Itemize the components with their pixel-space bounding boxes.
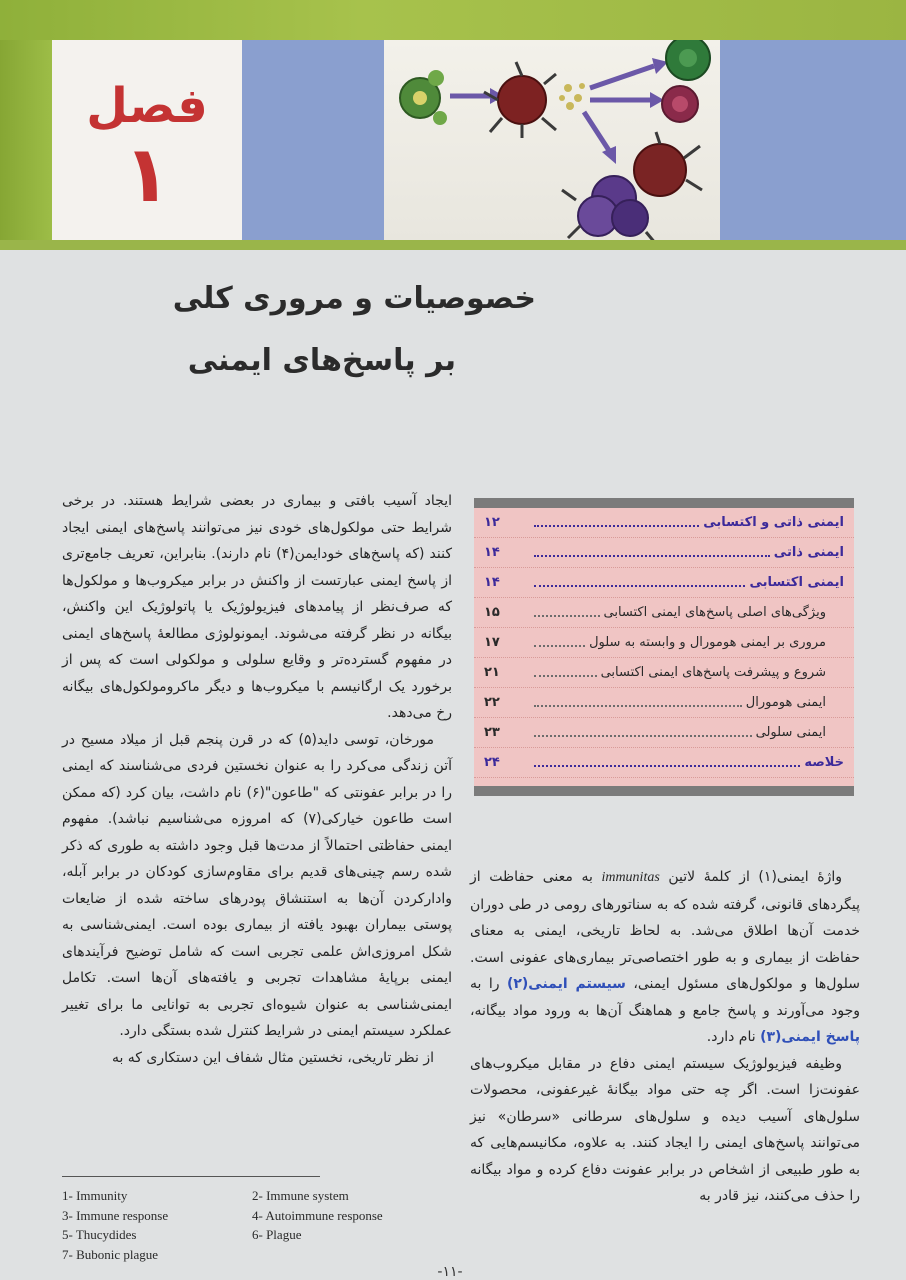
body-paragraph: مورخان، توسی داید(۵) که در قرن پنجم قبل از میلاد مسیح در آتن زندگی می‌کرد را به عنوان نخستین فردی می‌شناسند که ایمنی را در برابر عفونتی که "طاعون"(۶) نام داشت، بیان کرد (که ممکن است طاعون خیارکی(۷) که امروزه می‌شناسیم نباشد). مفهوم ایمنی حفاظتی احتمالاً از مدت‌ها قبل وجود داشته به طوری که ذکر شده رسم چینی‌های قدیم برای مقاوم‌سازی کودکان در برابر آبله، وادارکردن آن‌ها به استنشاق پودرهای ساخته شده از ضایعات پوستی بیماران بهبود یافته از بیماری بوده است. ایمنی‌شناسی به شکل امروزی‌اش علمی تجربی است که شامل توضیح فرآیندهای ایمنی برپایهٔ مشاهدات تجربی و یافته‌های آن‌ها است. تکامل ایمنی‌شناسی به عنوان شیوه‌ای تجربی به توانایی ما برای تغییر عملکرد سیستم ایمنی در شرایط کنترل شده بستگی دارد.: [62, 731, 453, 1039]
toc-leader-dots: [534, 508, 699, 527]
body-paragraph: وظیفه فیزیولوژیک سیستم ایمنی دفاع در مقابل میکروب‌های عفونت‌زا است. اگر چه حتی مواد بیگانهٔ غیرعفونی، محصولات سلول‌های آسیب دیده و سلول‌های سرطانی «سرطان» نیز می‌توانند پاسخ‌های ایمنی را ایجاد کنند. به علاوه، مکانیسم‌هایی که به طور طبیعی از اشخاص در برابر عفونت دفاع کرده و مواد بیگانه را حذف می‌کنند، نیز قادر به: [470, 1055, 860, 1204]
left-text-column: [62, 488, 452, 1071]
footnote: 6- Plague: [252, 1227, 302, 1242]
arrow-icon: [590, 66, 654, 88]
chapter-label: فصل: [86, 78, 208, 134]
footnote-row: [62, 1206, 452, 1226]
toc-item[interactable]: [474, 568, 854, 598]
footnote: 4- Autoimmune response: [252, 1207, 383, 1223]
footnote: 3- Immune response: [62, 1207, 169, 1223]
footnote-row: [62, 1186, 452, 1206]
toc-item-label: ایمنی ذاتی و اکتسابی: [703, 515, 844, 530]
toc-item-label: ایمنی اکتسابی: [749, 575, 844, 590]
body-text: را به وجود می‌آورند و پاسخ جامع و هماهنگ آن‌ها به ورود مواد بیگانه،: [470, 976, 860, 1019]
footnote: [252, 1245, 442, 1265]
toc-item[interactable]: [474, 718, 854, 748]
chapter-title: [116, 268, 536, 392]
toc-item-label: ویژگی‌های اصلی پاسخ‌های ایمنی اکتسابی: [603, 605, 826, 620]
chapter-contents-box: [474, 498, 854, 796]
antigen-particles-icon: [559, 83, 585, 110]
left-green-strip: [0, 40, 52, 245]
latin-term: immunitas: [601, 870, 660, 885]
toc-leader-dots: [534, 598, 600, 617]
toc-leader-dots: [534, 688, 742, 707]
chapter-number: ۱: [123, 130, 171, 220]
toc-item[interactable]: [474, 598, 854, 628]
immune-cells-figure: [384, 40, 720, 245]
body-paragraph: [470, 864, 860, 1051]
body-text: نام دارد.: [706, 1029, 761, 1045]
body-paragraph: از نظر تاریخی، نخستین مثال شفاف این دستکاری که به: [111, 1049, 434, 1066]
toc-item-page: ۱۲: [484, 515, 500, 530]
key-term: سیستم ایمنی(۲): [506, 976, 626, 992]
footnote-divider: [62, 1176, 320, 1177]
right-text-column: [470, 864, 860, 1210]
toc-item-label: شروع و پیشرفت پاسخ‌های ایمنی اکتسابی: [600, 665, 826, 680]
body-text: به معنی حفاظت از پیگردهای قانونی، گرفته شده که به سناتورهای رومی در طی دوران خدمت آن‌ها اطلاق می‌شد. به لحاظ تاریخی، ایمنی به معنای حفاظت از بیماری و به طور اختصاصی‌تر بیماری‌های عفونی است. سلول‌ها و مولکول‌های مسئول ایمنی،: [470, 869, 860, 992]
microbe-cell-icon: [400, 70, 447, 125]
top-green-band: [0, 0, 906, 40]
toc-leader-dots: [534, 718, 752, 737]
toc-item[interactable]: [474, 658, 854, 688]
key-term: پاسخ ایمنی(۳): [760, 1029, 860, 1045]
toc-item-label: مروری بر ایمنی هومورال و وابسته به سلول: [589, 635, 826, 650]
toc-item-page: ۲۳: [484, 725, 500, 740]
effector-cell-green-icon: [666, 40, 710, 80]
toc-leader-dots: [534, 748, 800, 767]
toc-leader-dots: [534, 568, 745, 587]
toc-item-page: ۱۷: [484, 635, 500, 650]
toc-item-label: ایمنی ذاتی: [773, 545, 844, 560]
footnotes: [62, 1186, 452, 1264]
toc-leader-dots: [534, 658, 597, 677]
toc-item-page: ۱۴: [484, 545, 500, 560]
footnote: 2- Immune system: [252, 1188, 349, 1203]
chapter-title-line1: خصوصیات و مروری کلی: [172, 281, 536, 316]
header-bottom-green-bar: [0, 240, 906, 250]
toc-item-label: ایمنی سلولی: [755, 725, 826, 740]
footnote-row: [62, 1225, 452, 1245]
immune-cells-illustration: [384, 40, 720, 245]
toc-item-page: ۲۱: [484, 665, 500, 680]
lymphocyte-cluster-icon: [562, 132, 702, 244]
toc-item[interactable]: [474, 688, 854, 718]
body-paragraph: ایجاد آسیب بافتی و بیماری در بعضی شرایط هستند. در برخی شرایط حتی مولکول‌های خودی نیز می‌توانند پاسخ‌های ایمنی ایجاد کنند (که پاسخ‌های خودایمن(۴) نام دارند). بنابراین، تعریف جامع‌تری از پاسخ ایمنی عبارتست از واکنش در برابر میکروب‌ها و مولکول‌ها که صرف‌نظر از پیامدهای فیزیولوژیک یا پاتولوژیک این واکنش، بیگانه در نظر گرفته می‌شوند. ایمونولوژی مطالعهٔ پاسخ‌های ایمنی در مفهوم گسترده‌تر و وقایع سلولی و مولکولی است که پس از برخورد یک ارگانیسم با میکروب‌ها و دیگر ماکرومولکول‌های بیگانه رخ می‌دهد.: [62, 493, 452, 721]
arrow-icon: [584, 112, 610, 152]
toc-leader-dots: [534, 628, 585, 647]
page-number: -۱۱-: [437, 1264, 463, 1280]
toc-item-label: ایمنی هومورال: [745, 695, 826, 710]
effector-cell-pink-icon: [662, 86, 698, 122]
toc-item-page: ۱۵: [484, 605, 500, 620]
footnote: 1- Immunity: [62, 1188, 128, 1203]
toc-item[interactable]: [474, 628, 854, 658]
footnote: 7- Bubonic plague: [62, 1246, 159, 1262]
toc-item-page: ۱۴: [484, 575, 500, 590]
toc-item-page: ۲۲: [484, 695, 500, 710]
footnote-row: [62, 1245, 452, 1265]
toc-item-page: ۲۴: [484, 755, 500, 770]
toc-item[interactable]: [474, 748, 854, 778]
toc-item[interactable]: [474, 538, 854, 568]
footnote: 5- Thucydides: [62, 1227, 137, 1242]
chapter-title-line2: بر پاسخ‌های ایمنی: [187, 343, 456, 378]
toc-item-label: خلاصه: [804, 755, 844, 770]
toc-leader-dots: [534, 538, 770, 557]
body-text: واژهٔ ایمنی(۱) از کلمهٔ لاتین: [659, 869, 843, 885]
toc-item[interactable]: [474, 508, 854, 538]
